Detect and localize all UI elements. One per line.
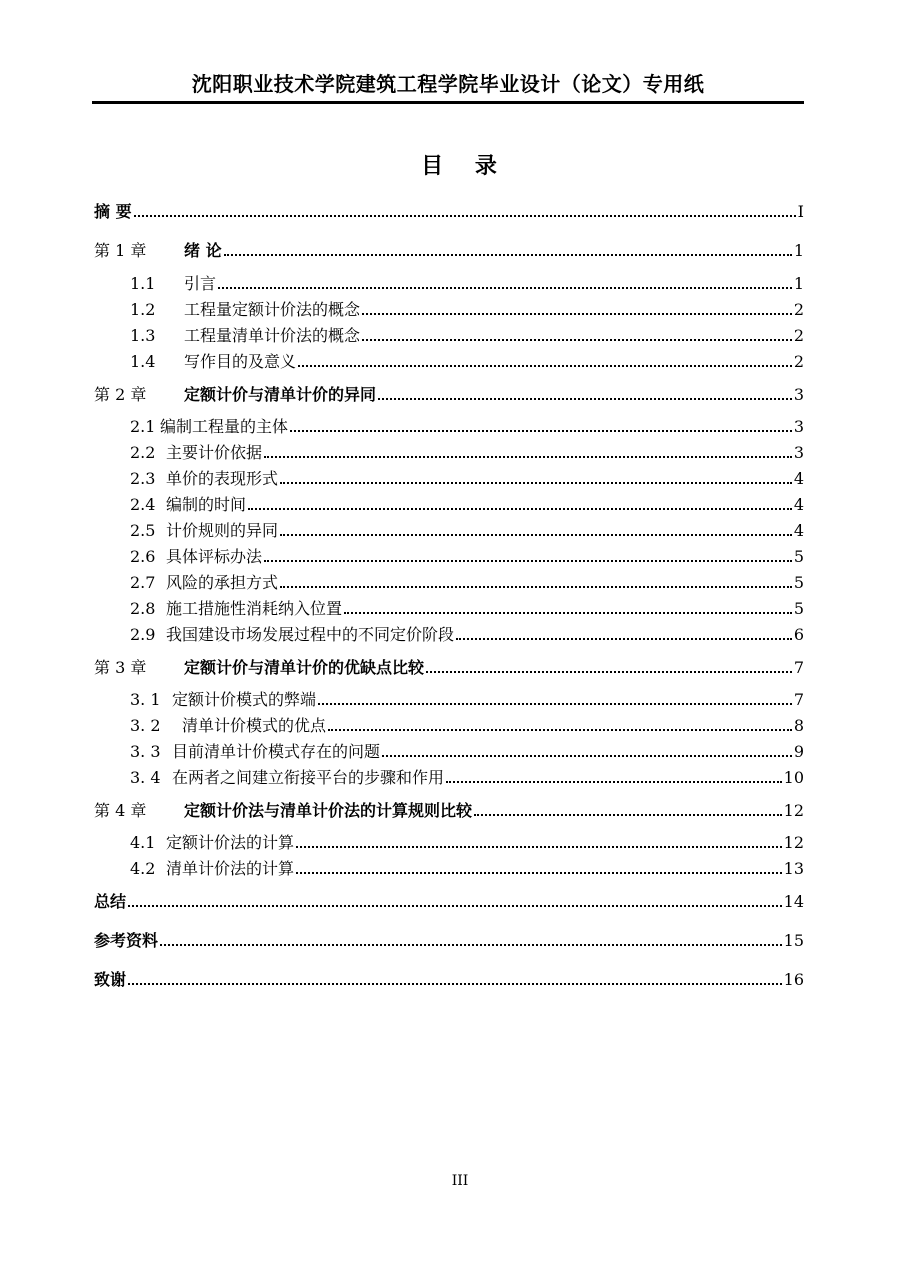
toc-entry-title: 我国建设市场发展过程中的不同定价阶段 xyxy=(166,625,455,644)
toc-entry-section-3-1[interactable] xyxy=(94,687,804,713)
dot-leader xyxy=(280,482,792,484)
toc-entry-title: 定额计价模式的弊端 xyxy=(172,690,317,709)
toc-entry-title: 具体评标办法 xyxy=(166,547,263,566)
toc-entry-section-1-2[interactable] xyxy=(94,297,804,323)
toc-entry-number: 4.2 xyxy=(130,859,156,878)
toc-entry-acknowledgements[interactable] xyxy=(94,967,804,993)
toc-entry-title: 清单计价模式的优点 xyxy=(182,716,327,735)
toc-entry-number: 2.6 xyxy=(130,547,156,566)
toc-entry-title: 工程量定额计价法的概念 xyxy=(184,300,361,319)
toc-entry-page: 4 xyxy=(793,495,804,514)
toc-entry-title: 致谢 xyxy=(94,970,127,989)
toc-entry-page: 5 xyxy=(793,573,804,592)
toc-entry-page: 10 xyxy=(783,768,804,787)
dot-leader xyxy=(318,703,792,705)
dot-leader xyxy=(224,254,792,256)
toc-entry-section-1-1[interactable] xyxy=(94,271,804,297)
toc-entry-abstract[interactable] xyxy=(94,199,804,225)
dot-leader xyxy=(378,398,792,400)
dot-leader xyxy=(426,671,792,673)
toc-entry-page: 8 xyxy=(793,716,804,735)
dot-leader xyxy=(474,814,782,816)
dot-leader xyxy=(134,215,796,217)
dot-leader xyxy=(264,560,792,562)
toc-entry-title: 总结 xyxy=(94,892,127,911)
toc-entry-page: 2 xyxy=(793,326,804,345)
dot-leader xyxy=(280,534,792,536)
toc-entry-references[interactable] xyxy=(94,928,804,954)
dot-leader xyxy=(248,508,792,510)
dot-leader xyxy=(280,586,792,588)
toc-entry-page: 3 xyxy=(793,385,804,404)
toc-entry-section-2-1[interactable] xyxy=(94,414,804,440)
toc-entry-section-3-3[interactable] xyxy=(94,739,804,765)
toc-entry-number: 3. 2 xyxy=(130,716,161,735)
toc-entry-section-2-4[interactable] xyxy=(94,492,804,518)
toc-entry-number: 2.7 xyxy=(130,573,156,592)
toc-entry-number: 3. 3 xyxy=(130,742,161,761)
toc-entry-section-2-8[interactable] xyxy=(94,596,804,622)
toc-entry-title: 清单计价法的计算 xyxy=(166,859,295,878)
dot-leader xyxy=(128,905,782,907)
toc-entry-page: 15 xyxy=(783,931,804,950)
toc-entry-number: 2.2 xyxy=(130,443,156,462)
dot-leader xyxy=(160,944,782,946)
toc-entry-number: 2.3 xyxy=(130,469,156,488)
toc-entry-number: 2.8 xyxy=(130,599,156,618)
toc-entry-page: 2 xyxy=(793,300,804,319)
toc-entry-number: 3. 4 xyxy=(130,768,161,787)
dot-leader xyxy=(264,456,792,458)
toc-entry-number: 第 2 章 xyxy=(94,385,147,404)
toc-entry-number: 1.4 xyxy=(130,352,156,371)
toc-entry-title: 参考资料 xyxy=(94,931,159,950)
toc-entry-section-2-5[interactable] xyxy=(94,518,804,544)
page-number: III xyxy=(451,1173,469,1189)
toc-entry-title: 定额计价法与清单计价法的计算规则比较 xyxy=(184,801,473,820)
toc-entry-section-1-3[interactable] xyxy=(94,323,804,349)
dot-leader xyxy=(290,430,792,432)
toc-entry-number: 3. 1 xyxy=(130,690,161,709)
dot-leader xyxy=(296,846,782,848)
toc-title: 目 录 xyxy=(421,154,509,179)
toc-entry-title: 施工措施性消耗纳入位置 xyxy=(166,599,343,618)
toc-entry-section-1-4[interactable] xyxy=(94,349,804,375)
toc-entry-number: 4.1 xyxy=(130,833,156,852)
toc-entry-title: 写作目的及意义 xyxy=(184,352,297,371)
toc-entry-page: 4 xyxy=(793,469,804,488)
toc-entry-number: 2.5 xyxy=(130,521,156,540)
toc-entry-section-2-7[interactable] xyxy=(94,570,804,596)
toc-entry-number: 2.1 xyxy=(130,417,156,436)
toc-entry-title: 单价的表现形式 xyxy=(166,469,279,488)
toc-entry-number: 1.2 xyxy=(130,300,156,319)
dot-leader xyxy=(218,287,792,289)
toc-entry-title: 引言 xyxy=(184,274,217,293)
dot-leader xyxy=(296,872,782,874)
toc-entry-page: 9 xyxy=(793,742,804,761)
dot-leader xyxy=(128,983,782,985)
toc-entry-page: 5 xyxy=(793,599,804,618)
toc-entry-page: 7 xyxy=(793,690,804,709)
page-header-title: 沈阳职业技术学院建筑工程学院毕业设计（论文）专用纸 xyxy=(191,72,705,96)
toc-entry-title: 编制工程量的主体 xyxy=(160,417,289,436)
toc-entry-chapter-4[interactable] xyxy=(94,798,804,824)
toc-entry-section-3-4[interactable] xyxy=(94,765,804,791)
toc-entry-page: 2 xyxy=(793,352,804,371)
toc-entry-title: 目前清单计价模式存在的问题 xyxy=(172,742,381,761)
toc-entry-number: 第 3 章 xyxy=(94,658,147,677)
toc-entry-title: 主要计价依据 xyxy=(166,443,263,462)
toc-entry-title: 定额计价与清单计价的优缺点比较 xyxy=(184,658,425,677)
dot-leader xyxy=(382,755,792,757)
toc-entry-page: 1 xyxy=(793,241,804,260)
toc-entry-page: 16 xyxy=(783,970,804,989)
toc-entry-title: 定额计价与清单计价的异同 xyxy=(184,385,377,404)
toc-entry-number: 1.1 xyxy=(130,274,156,293)
toc-entry-number: 第 4 章 xyxy=(94,801,147,820)
dot-leader xyxy=(446,781,782,783)
toc-entry-page: 12 xyxy=(783,833,804,852)
toc-entry-section-4-1[interactable] xyxy=(94,830,804,856)
dot-leader xyxy=(328,729,792,731)
toc-entry-page: 14 xyxy=(783,892,804,911)
toc-entry-section-2-3[interactable] xyxy=(94,466,804,492)
toc-entry-section-2-2[interactable] xyxy=(94,440,804,466)
toc-entry-section-2-6[interactable] xyxy=(94,544,804,570)
toc-entry-title: 摘 要 xyxy=(94,202,132,221)
toc-entry-chapter-3[interactable] xyxy=(94,655,804,681)
toc-entry-title: 编制的时间 xyxy=(166,495,247,514)
toc-entry-title: 工程量清单计价法的概念 xyxy=(184,326,361,345)
toc-entry-title: 定额计价法的计算 xyxy=(166,833,295,852)
toc-entry-number: 1.3 xyxy=(130,326,156,345)
toc-entry-number: 2.9 xyxy=(130,625,156,644)
toc-entry-title: 绪 论 xyxy=(184,241,222,260)
toc-entry-title: 风险的承担方式 xyxy=(166,573,279,592)
toc-entry-title: 计价规则的异同 xyxy=(166,521,279,540)
dot-leader xyxy=(362,339,792,341)
toc-entry-section-3-2[interactable] xyxy=(94,713,804,739)
header-rule xyxy=(92,101,804,104)
toc-entry-page: 7 xyxy=(793,658,804,677)
toc-entry-page: 1 xyxy=(793,274,804,293)
toc-entry-title: 在两者之间建立衔接平台的步骤和作用 xyxy=(172,768,445,787)
toc-entry-page: 3 xyxy=(793,417,804,436)
toc-entry-page: 4 xyxy=(793,521,804,540)
toc-entry-page: I xyxy=(797,202,804,221)
toc-entry-page: 3 xyxy=(793,443,804,462)
dot-leader xyxy=(344,612,792,614)
toc-entry-number: 2.4 xyxy=(130,495,156,514)
dot-leader xyxy=(456,638,792,640)
toc-entry-section-2-9[interactable] xyxy=(94,622,804,648)
toc-entry-page: 6 xyxy=(793,625,804,644)
toc-entry-number: 第 1 章 xyxy=(94,241,147,260)
toc-entry-chapter-1[interactable] xyxy=(94,238,804,264)
toc-entry-section-4-2[interactable] xyxy=(94,856,804,882)
toc-entry-page: 5 xyxy=(793,547,804,566)
toc-entry-conclusion[interactable] xyxy=(94,889,804,915)
dot-leader xyxy=(298,365,792,367)
dot-leader xyxy=(362,313,792,315)
toc-entry-chapter-2[interactable] xyxy=(94,382,804,408)
toc-entry-page: 13 xyxy=(783,859,804,878)
toc-entry-page: 12 xyxy=(783,801,804,820)
